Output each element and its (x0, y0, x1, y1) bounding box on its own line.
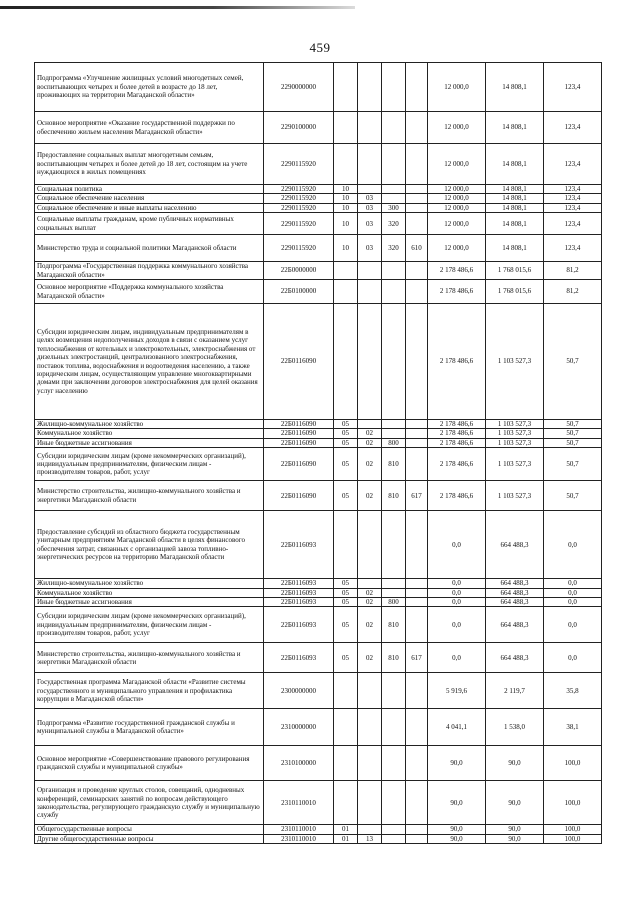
row-plan-amount: 5 919,6 (428, 673, 486, 709)
row-admin-code (406, 144, 428, 185)
row-plan-amount: 12 000,0 (428, 63, 486, 112)
row-percent: 123,4 (544, 213, 602, 235)
row-expense-type (382, 511, 406, 579)
table-row (35, 429, 602, 438)
row-name: Основное мероприятие «Поддержка коммунального хозяйства Магаданской области» (35, 280, 264, 304)
scan-top-border (0, 6, 355, 9)
row-subsection: 02 (358, 598, 382, 607)
row-admin-code (406, 63, 428, 112)
row-plan-amount: 12 000,0 (428, 185, 486, 194)
row-plan-amount: 12 000,0 (428, 194, 486, 203)
row-percent: 123,4 (544, 112, 602, 144)
row-name: Подпрограмма «Развитие государственной гражданской службы и муниципальной службы в Магаданской области» (35, 709, 264, 746)
row-subsection: 02 (358, 438, 382, 447)
row-subsection: 02 (358, 607, 382, 643)
row-admin-code (406, 262, 428, 280)
table-row (35, 781, 602, 825)
row-section: 05 (334, 598, 358, 607)
row-percent: 50,7 (544, 429, 602, 438)
row-subsection: 03 (358, 235, 382, 262)
row-section (334, 262, 358, 280)
table-row (35, 709, 602, 746)
row-percent: 0,0 (544, 607, 602, 643)
table-row (35, 304, 602, 420)
row-expense-type (382, 304, 406, 420)
row-expense-type: 810 (382, 448, 406, 481)
row-plan-amount: 2 178 486,6 (428, 304, 486, 420)
row-percent: 100,0 (544, 746, 602, 781)
row-actual-amount: 90,0 (486, 834, 544, 843)
row-expense-type: 800 (382, 598, 406, 607)
row-expense-type (382, 112, 406, 144)
row-expense-type (382, 420, 406, 429)
row-code: 2300000000 (264, 673, 334, 709)
row-expense-type: 320 (382, 213, 406, 235)
row-section (334, 112, 358, 144)
row-code: 22Б0116090 (264, 481, 334, 511)
row-admin-code (406, 511, 428, 579)
row-subsection (358, 579, 382, 588)
row-section: 10 (334, 235, 358, 262)
row-section: 05 (334, 588, 358, 597)
row-actual-amount: 1 103 527,3 (486, 481, 544, 511)
row-admin-code (406, 213, 428, 235)
row-code: 22Б0116093 (264, 643, 334, 673)
row-code: 2290115920 (264, 213, 334, 235)
table-row (35, 438, 602, 447)
row-percent: 123,4 (544, 63, 602, 112)
row-admin-code (406, 420, 428, 429)
row-section: 05 (334, 579, 358, 588)
row-name: Предоставление субсидий из областного бюджета государственным унитарным предприятиям Магаданской области в целях финансового обеспечения затрат, связанных с организацией завоза топливно-энергетических ресурсов на территорию Магаданской области (35, 511, 264, 579)
row-expense-type (382, 588, 406, 597)
row-actual-amount: 90,0 (486, 746, 544, 781)
row-name: Министерство строительства, жилищно-коммунального хозяйства и энергетики Магаданской области (35, 643, 264, 673)
row-admin-code (406, 185, 428, 194)
row-code: 2310110010 (264, 834, 334, 843)
row-actual-amount: 664 488,3 (486, 579, 544, 588)
row-plan-amount: 90,0 (428, 746, 486, 781)
table-row (35, 481, 602, 511)
row-expense-type (382, 673, 406, 709)
table-row (35, 673, 602, 709)
row-name: Социальные выплаты гражданам, кроме публичных нормативных социальных выплат (35, 213, 264, 235)
row-admin-code (406, 579, 428, 588)
row-subsection (358, 185, 382, 194)
row-percent: 0,0 (544, 643, 602, 673)
row-plan-amount: 2 178 486,6 (428, 429, 486, 438)
row-subsection (358, 781, 382, 825)
row-expense-type: 320 (382, 235, 406, 262)
table-row (35, 579, 602, 588)
row-plan-amount: 90,0 (428, 781, 486, 825)
row-percent: 0,0 (544, 588, 602, 597)
page-number: 459 (309, 40, 331, 55)
budget-table-body (35, 63, 602, 844)
row-code: 2290115920 (264, 185, 334, 194)
row-expense-type (382, 579, 406, 588)
row-code: 2290115920 (264, 144, 334, 185)
row-actual-amount: 1 103 527,3 (486, 420, 544, 429)
row-plan-amount: 2 178 486,6 (428, 448, 486, 481)
row-code: 2310110010 (264, 781, 334, 825)
row-percent: 123,4 (544, 185, 602, 194)
row-percent: 81,2 (544, 262, 602, 280)
row-percent: 50,7 (544, 420, 602, 429)
table-row (35, 280, 602, 304)
row-percent: 50,7 (544, 438, 602, 447)
row-code: 2290115920 (264, 235, 334, 262)
row-code: 22Б0116093 (264, 607, 334, 643)
table-row (35, 213, 602, 235)
table-row (35, 588, 602, 597)
row-admin-code (406, 598, 428, 607)
row-actual-amount: 1 538,0 (486, 709, 544, 746)
row-expense-type (382, 834, 406, 843)
row-section (334, 280, 358, 304)
row-expense-type: 810 (382, 607, 406, 643)
row-percent: 35,8 (544, 673, 602, 709)
row-code: 2310110010 (264, 825, 334, 834)
row-subsection (358, 262, 382, 280)
row-actual-amount: 2 119,7 (486, 673, 544, 709)
row-percent: 123,4 (544, 203, 602, 212)
row-percent: 100,0 (544, 834, 602, 843)
row-expense-type: 300 (382, 203, 406, 212)
row-admin-code (406, 746, 428, 781)
row-plan-amount: 2 178 486,6 (428, 438, 486, 447)
row-section (334, 781, 358, 825)
table-row (35, 144, 602, 185)
table-row (35, 598, 602, 607)
row-actual-amount: 90,0 (486, 825, 544, 834)
row-section: 05 (334, 481, 358, 511)
row-name: Коммунальное хозяйство (35, 429, 264, 438)
row-code: 22Б0116090 (264, 429, 334, 438)
row-actual-amount: 14 808,1 (486, 144, 544, 185)
row-name: Жилищно-коммунальное хозяйство (35, 579, 264, 588)
row-subsection: 02 (358, 643, 382, 673)
row-plan-amount: 90,0 (428, 834, 486, 843)
budget-table (34, 62, 602, 844)
row-name: Иные бюджетные ассигнования (35, 438, 264, 447)
row-subsection: 03 (358, 213, 382, 235)
row-section (334, 63, 358, 112)
row-subsection: 03 (358, 194, 382, 203)
row-actual-amount: 1 103 527,3 (486, 438, 544, 447)
row-expense-type: 810 (382, 643, 406, 673)
row-name: Социальное обеспечение и иные выплаты населению (35, 203, 264, 212)
row-expense-type (382, 781, 406, 825)
row-subsection (358, 144, 382, 185)
row-subsection: 02 (358, 588, 382, 597)
row-code: 22Б0116093 (264, 598, 334, 607)
row-admin-code (406, 825, 428, 834)
row-expense-type (382, 262, 406, 280)
row-name: Основное мероприятие «Оказание государственной поддержки по обеспечению жильем населения Магаданской области» (35, 112, 264, 144)
row-subsection (358, 112, 382, 144)
row-plan-amount: 12 000,0 (428, 235, 486, 262)
table-row (35, 112, 602, 144)
row-admin-code (406, 429, 428, 438)
row-admin-code (406, 834, 428, 843)
row-percent: 123,4 (544, 194, 602, 203)
row-expense-type: 800 (382, 438, 406, 447)
row-subsection: 02 (358, 448, 382, 481)
row-name: Общегосударственные вопросы (35, 825, 264, 834)
row-section: 10 (334, 185, 358, 194)
row-actual-amount: 1 103 527,3 (486, 448, 544, 481)
row-section: 05 (334, 429, 358, 438)
row-name: Субсидии юридическим лицам (кроме некоммерческих организаций), индивидуальным предпринимателям, физическим лицам - производителям товаров, работ, услуг (35, 607, 264, 643)
row-admin-code (406, 203, 428, 212)
row-section (334, 144, 358, 185)
row-plan-amount: 0,0 (428, 511, 486, 579)
row-admin-code (406, 448, 428, 481)
table-row (35, 420, 602, 429)
row-expense-type (382, 144, 406, 185)
row-subsection (358, 304, 382, 420)
row-admin-code (406, 588, 428, 597)
table-row (35, 511, 602, 579)
row-subsection: 02 (358, 429, 382, 438)
row-percent: 50,7 (544, 448, 602, 481)
row-expense-type (382, 429, 406, 438)
row-actual-amount: 664 488,3 (486, 598, 544, 607)
row-subsection: 13 (358, 834, 382, 843)
row-section: 10 (334, 213, 358, 235)
table-row (35, 194, 602, 203)
row-admin-code (406, 781, 428, 825)
row-admin-code (406, 280, 428, 304)
row-plan-amount: 90,0 (428, 825, 486, 834)
row-code: 22Б0116090 (264, 448, 334, 481)
row-plan-amount: 0,0 (428, 588, 486, 597)
row-percent: 100,0 (544, 825, 602, 834)
row-actual-amount: 664 488,3 (486, 607, 544, 643)
row-plan-amount: 4 041,1 (428, 709, 486, 746)
row-actual-amount: 1 103 527,3 (486, 304, 544, 420)
row-section (334, 511, 358, 579)
row-actual-amount: 664 488,3 (486, 588, 544, 597)
row-plan-amount: 2 178 486,6 (428, 481, 486, 511)
row-actual-amount: 14 808,1 (486, 213, 544, 235)
row-name: Подпрограмма «Государственная поддержка коммунального хозяйства Магаданской области» (35, 262, 264, 280)
row-percent: 38,1 (544, 709, 602, 746)
row-section: 10 (334, 194, 358, 203)
row-plan-amount: 0,0 (428, 607, 486, 643)
row-percent: 81,2 (544, 280, 602, 304)
row-name: Социальная политика (35, 185, 264, 194)
row-admin-code: 617 (406, 643, 428, 673)
row-plan-amount: 0,0 (428, 643, 486, 673)
row-expense-type (382, 194, 406, 203)
row-plan-amount: 12 000,0 (428, 213, 486, 235)
row-percent: 0,0 (544, 598, 602, 607)
row-name: Жилищно-коммунальное хозяйство (35, 420, 264, 429)
row-admin-code (406, 709, 428, 746)
table-row (35, 607, 602, 643)
row-code: 2290115920 (264, 194, 334, 203)
row-actual-amount: 14 808,1 (486, 185, 544, 194)
row-actual-amount: 664 488,3 (486, 643, 544, 673)
table-row (35, 63, 602, 112)
row-code: 22Б0116090 (264, 304, 334, 420)
row-section: 05 (334, 607, 358, 643)
table-row (35, 235, 602, 262)
row-subsection (358, 280, 382, 304)
row-name: Коммунальное хозяйство (35, 588, 264, 597)
row-section: 01 (334, 825, 358, 834)
row-expense-type (382, 709, 406, 746)
row-section (334, 746, 358, 781)
row-code: 22Б0116093 (264, 579, 334, 588)
row-section: 05 (334, 438, 358, 447)
row-expense-type (382, 746, 406, 781)
row-percent: 0,0 (544, 511, 602, 579)
row-percent: 50,7 (544, 481, 602, 511)
row-subsection: 02 (358, 481, 382, 511)
row-section: 05 (334, 420, 358, 429)
row-subsection (358, 746, 382, 781)
row-section (334, 673, 358, 709)
row-section: 10 (334, 203, 358, 212)
row-code: 22Б0100000 (264, 280, 334, 304)
row-actual-amount: 664 488,3 (486, 511, 544, 579)
row-name: Организация и проведение круглых столов, совещаний, однодневных конференций, семинарских занятий по вопросам действующего законодательства, регулирующего гражданскую службу и муниципальную службу (35, 781, 264, 825)
row-admin-code: 610 (406, 235, 428, 262)
row-name: Государственная программа Магаданской области «Развитие системы государственного и муниципального управления и профилактика коррупции в Магаданской области» (35, 673, 264, 709)
row-name: Иные бюджетные ассигнования (35, 598, 264, 607)
row-plan-amount: 12 000,0 (428, 203, 486, 212)
row-name: Министерство труда и социальной политики Магаданской области (35, 235, 264, 262)
row-actual-amount: 14 808,1 (486, 63, 544, 112)
row-actual-amount: 14 808,1 (486, 235, 544, 262)
row-admin-code (406, 673, 428, 709)
row-name: Министерство строительства, жилищно-коммунального хозяйства и энергетики Магаданской области (35, 481, 264, 511)
row-code: 2290100000 (264, 112, 334, 144)
row-code: 2310000000 (264, 709, 334, 746)
table-row (35, 643, 602, 673)
row-subsection (358, 511, 382, 579)
row-plan-amount: 2 178 486,6 (428, 280, 486, 304)
row-admin-code: 617 (406, 481, 428, 511)
row-expense-type (382, 280, 406, 304)
table-row (35, 834, 602, 843)
row-name: Подпрограмма «Улучшение жилищных условий многодетных семей, воспитывающих четырех и более детей в возрасте до 18 лет, проживающих на территории Магаданской области» (35, 63, 264, 112)
row-expense-type (382, 185, 406, 194)
row-actual-amount: 14 808,1 (486, 112, 544, 144)
row-code: 2310100000 (264, 746, 334, 781)
row-expense-type: 810 (382, 481, 406, 511)
row-plan-amount: 2 178 486,6 (428, 420, 486, 429)
row-expense-type (382, 825, 406, 834)
row-code: 22Б0116093 (264, 511, 334, 579)
table-row (35, 746, 602, 781)
row-subsection (358, 673, 382, 709)
row-code: 22Б0116093 (264, 588, 334, 597)
row-plan-amount: 2 178 486,6 (428, 262, 486, 280)
row-section: 01 (334, 834, 358, 843)
row-subsection (358, 420, 382, 429)
row-percent: 0,0 (544, 579, 602, 588)
row-subsection (358, 63, 382, 112)
row-actual-amount: 90,0 (486, 781, 544, 825)
table-row (35, 448, 602, 481)
row-percent: 100,0 (544, 781, 602, 825)
row-actual-amount: 1 768 015,6 (486, 262, 544, 280)
row-subsection (358, 825, 382, 834)
row-section (334, 304, 358, 420)
row-code: 22Б0116090 (264, 420, 334, 429)
row-percent: 50,7 (544, 304, 602, 420)
row-code: 22Б0000000 (264, 262, 334, 280)
row-plan-amount: 12 000,0 (428, 112, 486, 144)
table-row (35, 262, 602, 280)
table-row (35, 825, 602, 834)
row-admin-code (406, 112, 428, 144)
table-row (35, 203, 602, 212)
row-admin-code (406, 304, 428, 420)
row-subsection (358, 709, 382, 746)
row-section (334, 709, 358, 746)
row-percent: 123,4 (544, 235, 602, 262)
row-name: Другие общегосударственные вопросы (35, 834, 264, 843)
row-section: 05 (334, 448, 358, 481)
row-admin-code (406, 194, 428, 203)
row-percent: 123,4 (544, 144, 602, 185)
row-code: 22Б0116090 (264, 438, 334, 447)
row-name: Социальное обеспечение населения (35, 194, 264, 203)
row-name: Субсидии юридическим лицам (кроме некоммерческих организаций), индивидуальным предпринимателям, физическим лицам - производителям товаров, работ, услуг (35, 448, 264, 481)
row-section: 05 (334, 643, 358, 673)
row-plan-amount: 12 000,0 (428, 144, 486, 185)
row-expense-type (382, 63, 406, 112)
table-row (35, 185, 602, 194)
row-actual-amount: 1 103 527,3 (486, 429, 544, 438)
row-name: Основное мероприятие «Совершенствование правового регулирования гражданской службы и муниципальной службы» (35, 746, 264, 781)
row-plan-amount: 0,0 (428, 598, 486, 607)
row-name: Субсидии юридическим лицам, индивидуальным предпринимателям в целях возмещения недополученных доходов в связи с оказанием услуг теплоснабжения от котельных и электрокотельных, электроснабжения от дизельных электростанций, централизованного электроснабжения, поставок топлива, водоснабжения и водоотведения населению, а также юридическим лицам, осуществляющим управление многоквартирными домами при заключении договоров электроснабжения для целей оказания услуг населению (35, 304, 264, 420)
row-subsection: 03 (358, 203, 382, 212)
row-admin-code (406, 607, 428, 643)
row-actual-amount: 1 768 015,6 (486, 280, 544, 304)
row-plan-amount: 0,0 (428, 579, 486, 588)
row-actual-amount: 14 808,1 (486, 203, 544, 212)
row-admin-code (406, 438, 428, 447)
row-code: 2290000000 (264, 63, 334, 112)
row-name: Предоставление социальных выплат многодетным семьям, воспитывающим четырех и более детей до 18 лет, состоящим на учете нуждающихся в жилых помещениях (35, 144, 264, 185)
row-code: 2290115920 (264, 203, 334, 212)
row-actual-amount: 14 808,1 (486, 194, 544, 203)
